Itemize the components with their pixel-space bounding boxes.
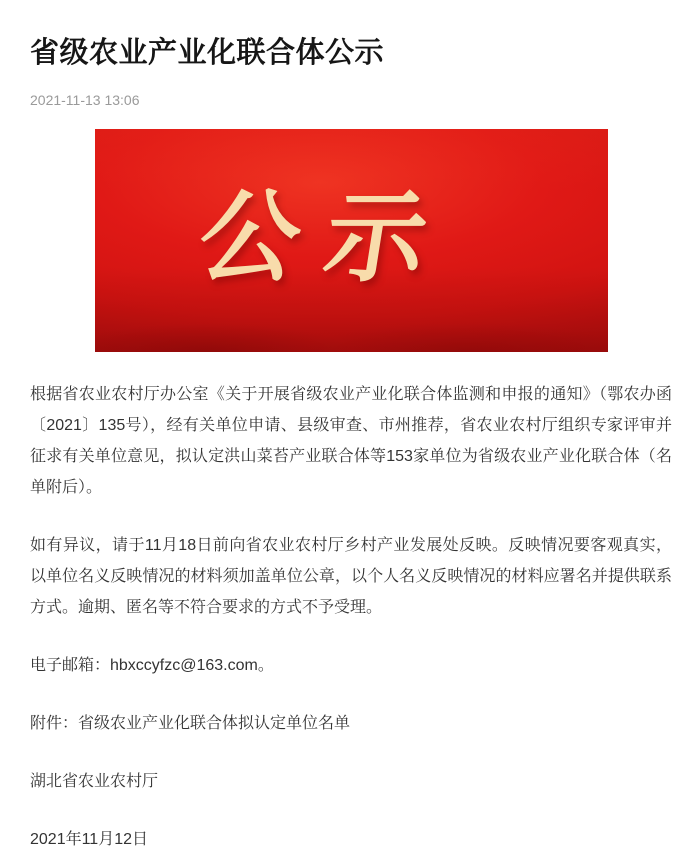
banner-gongshi-text: 公示 xyxy=(191,182,461,295)
page-title: 省级农业产业化联合体公示 xyxy=(30,37,385,69)
article-body xyxy=(30,379,672,855)
paragraph-objection-instructions: 如有异议，请于11月18日前向省农业农村厅乡村产业发展处反映。反映情况要客观真实，以单位名义反映情况的材料须加盖单位公章，以个人名义反映情况的材料应署名并提供联系方式。逾期、匿名等不符合要求的方式不予受理。 xyxy=(30,536,672,616)
paragraph-attachment: 附件：省级农业产业化联合体拟认定单位名单 xyxy=(30,714,351,732)
paragraph-email: 电子邮箱：hbxccyfzc@163.com。 xyxy=(30,656,274,674)
publish-date: 2021-11-13 13:06 xyxy=(30,91,140,108)
signature-agency: 湖北省农业农村厅 xyxy=(30,772,159,790)
signature-date: 2021年11月12日 xyxy=(30,830,149,848)
paragraph-notice-basis: 根据省农业农村厅办公室《关于开展省级农业产业化联合体监测和申报的通知》（鄂农办函〔2021〕135号），经有关单位申请、县级审查、市州推荐，省农业农村厅组织专家评审并征求有关单位意见，拟认定洪山菜苔产业联合体等153家单位为省级农业产业化联合体（名单附后）。 xyxy=(30,385,672,496)
notice-banner-image xyxy=(95,129,608,352)
